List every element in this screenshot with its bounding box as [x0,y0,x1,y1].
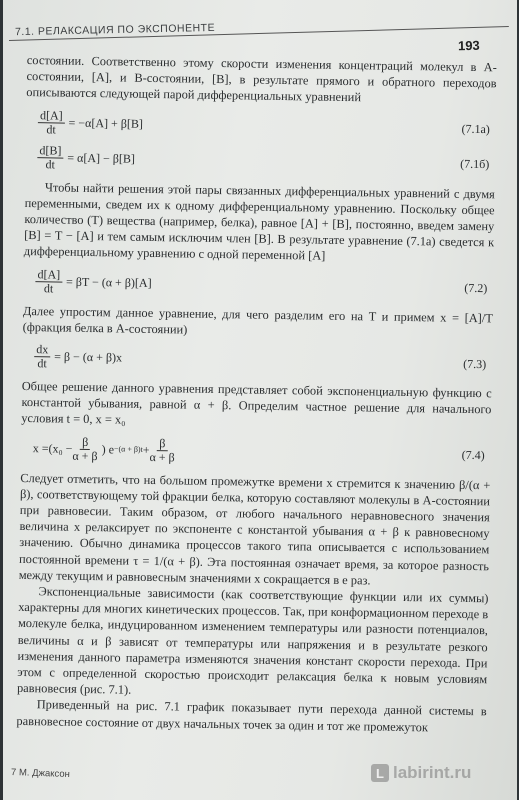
paragraph: Экспоненциальные зависимости (как соответствующие функции или их суммы) характерны для многих кинетических процессов. Так, при конформационном переходе в молекуле белка, индуцированном изменением температуры или разности потенциалов, величины α и β зависят от температуры или напряжения и в результате резкого изменения данного параметра изменяются значения констант скорости перехода. При этом с определенной скоростью происходит релаксация белка к новым условиям равновесия (рис. 7.1). [16,584,489,697]
equation-7-1a: $\frac{d[A]}{dt}$ = −α[A] + β[B] (7.1а) [38,109,496,143]
equation-number: (7.2) [464,280,488,296]
equation-number: (7.1б) [460,156,490,172]
page-number: 193 [457,37,480,54]
paragraph: Общее решение данного уравнения представляет собой экспоненциальную функцию с константой убывания, равной α + β. Определим частное решение для начального условия t = 0, x = x₀ [21,378,492,428]
page-body [16,52,497,736]
labirint-logo-icon: L [371,764,389,782]
equation-number: (7.1а) [461,121,490,137]
fraction: $\frac{d[A]}{dt}$ [35,268,62,295]
equation-number: (7.4) [461,447,485,463]
equation-7-4: x = (x₀ − $\frac{\beta}{\alpha + \beta}$ ) e −(α + β)t + $\frac{\beta}{\alpha + \beta}$ (7.4) [32,434,485,465]
running-head: 7.1. РЕЛАКСАЦИЯ ПО ЭКСПОНЕНТЕ [14,21,216,39]
paragraph: Приведенный на рис. 7.1 график показывает пути перехода данной системы в равновесное состояние от двух начальных точек за один и тот же промежуток [16,697,487,735]
fraction: $\frac{dx}{dt}$ [34,343,50,370]
equation-7-2: $\frac{d[A]}{dt}$ = βT − (α + β)[A] (7.2) [35,268,493,302]
signature-mark: 7 М. Джаксон [10,766,71,781]
equation-7-1b: $\frac{d[B]}{dt}$ = α[A] − β[B] (7.1б) [37,144,495,178]
equation-number: (7.3) [463,356,487,371]
fraction: $\frac{d[B]}{dt}$ [37,144,63,171]
paragraph: Чтобы найти решения этой пары связанных дифференциальных уравнений с двумя переменными, сведем их к одному дифференциальному уравнению. Поскольку общее количество (T) вещества (например, белка), равное [A] + [B], постоянно, введем замену [B] = T − [A] и тем самым исключим член [B]. В результате уравнение (7.1а) сведется к дифференциальному уравнению с одной переменной [A] [23,179,495,264]
watermark: L labirint.ru [371,763,471,783]
paragraph: Следует отметить, что на большом промежутке времени x стремится к значению β/(α + β), соответствующему той фракции белка, которую составляют молекулы в А-состоянии при равновесии. Таким образом, от любого начального неравновесного значения величина x релаксирует по экспоненте с константой убывания α + β к равновесному значению. Обычно динамика процессов такого типа описывается с использованием постоянной времени τ = 1/(α + β). Эта постоянная означает время, за которое разность между текущим и равновесным значениями x сокращается в e раз. [18,470,491,588]
paragraph: состоянии. Соответственно этому скорости изменения концентраций молекул в А-состоянии, [A], и В-состоянии, [B], в результате прямого и обратного переходов описываются следующей парой дифференциальных уравнений [26,52,497,105]
fraction: $\frac{\beta}{\alpha + \beta}$ [72,434,98,463]
fraction: $\frac{\beta}{\alpha + \beta}$ [149,435,175,465]
paragraph: Далее упростим данное уравнение, для чего разделим его на T и примем x = [A]/T (фракция белка в А-состоянии) [22,303,493,337]
book-page [3,0,517,800]
fraction: $\frac{d[A]}{dt}$ [38,109,65,136]
equation-7-3: $\frac{dx}{dt}$ = β − (α + β)x (7.3) [34,343,492,377]
